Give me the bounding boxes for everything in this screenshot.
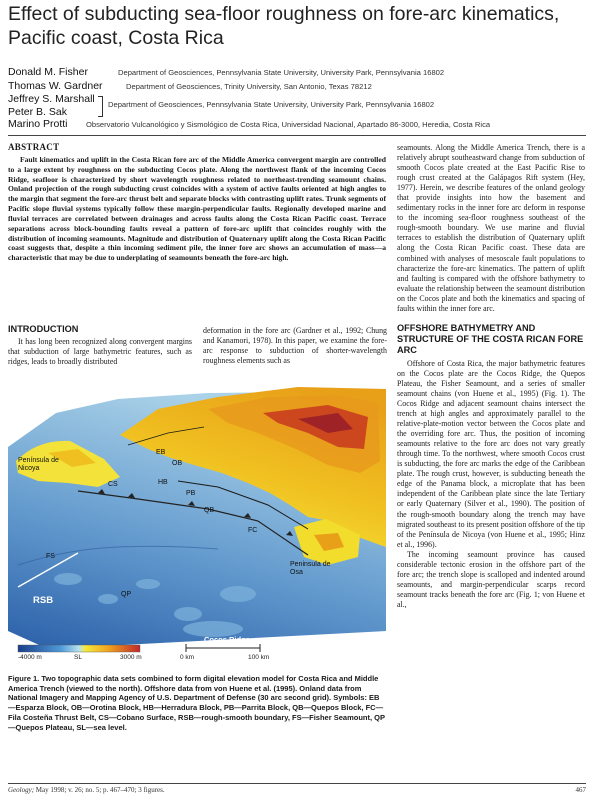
page-number: 467 — [575, 786, 586, 794]
label-qb: QB — [204, 507, 215, 514]
elevation-scale-mid: SL — [74, 654, 82, 661]
abstract — [8, 143, 386, 263]
elevation-scale-min: -4000 m — [18, 654, 42, 661]
intro-paragraph-continued: deformation in the fore arc (Gardner et al., 1992; Chung and Kanamori, 1978). In this paper, we examine the fore-arc response to subduction of shorter-wavelength roughness elements such as — [203, 326, 387, 366]
elevation-scale-max: 3000 m — [120, 654, 142, 661]
body-paragraph: seamounts. Along the Middle America Trench, there is a relatively abrupt southeastward change from subduction of smooth Cocos plate created at the East Pacific Rise to rough crust created at the Galápagos Rift system (Hey, 1977). Herein, we describe features of the onland geology that provide insights into how the basement and sedimentary rocks in the inner fore arc deform in response to the incoming sea-floor roughness southeast of the rough-smooth boundary. We use marine and fluvial terraces to establish the distribution of Quaternary uplift along the Costa Rican Pacific coast. These data are combined with analyses of mesoscale fault populations to characterize the fore-arc kinematics. The pattern of uplift and faulting is compared with the offshore bathymetry to evaluate the relationship between the seamount distribution on the Cocos plate and both the kinematics and spacing of faults within the inner fore arc. — [397, 143, 585, 313]
body-paragraph: The incoming seamount province has caused considerable tectonic erosion in the offshore part of the fore arc; the trench slope is scalloped and indented around seamounts, and margin-perpendicular scarps record seamount tracks beneath the fore arc (Fig. 1; von Huene et al., — [397, 549, 585, 609]
author-name: Thomas W. Gardner — [8, 79, 103, 92]
elevation-map — [8, 369, 386, 663]
abstract-heading: ABSTRACT — [8, 142, 60, 152]
right-column — [397, 143, 585, 610]
citation: May 1998; v. 26; no. 5; p. 467–470; 3 figures. — [35, 786, 165, 794]
author-group — [8, 93, 588, 118]
author-affiliation: Department of Geosciences, Pennsylvania State University, University Park, Pennsylvania 16802 — [118, 68, 445, 77]
page-footer — [8, 786, 586, 794]
author-name: Donald M. Fisher — [8, 66, 88, 78]
body-paragraph: Offshore of Costa Rica, the major bathymetric features on the Cocos plate are the Cocos Ridge, the Quepos Plateau, the Fisher Seamount, and a series of smaller seamount chains (von Huene et al., 1995) (Fig. 1). The Cocos Ridge and adjacent seamount chains intersect the trench at high angles and approximately parallel to the relative-plate-motion vector between the Cocos plate and the overriding fore arc. Thus, the position of incoming seamounts relative to the fore arc does not vary greatly through time. To the northwest, where smooth Cocos crust is subducting, the fore arc marks the edge of the Caribbean plate. The rough crust, however, is subducting beneath the edge of the Panama block, a microplate that has been independent of the Caribbean plate since the late Tertiary or early Quaternary (Silver et al., 1990). The position of the rough-smooth boundary along the trench may have migrated southeast to its present position offshore of the tip of the Península de Nicoya (von Huene et al., 1995; Hinz et al., 1996). — [397, 358, 585, 549]
label-rsb: RSB — [33, 595, 54, 606]
author-entry — [8, 66, 588, 80]
author-name: Jeffrey S. Marshall — [8, 93, 95, 106]
author-entry — [8, 80, 588, 94]
label-fc: FC — [248, 527, 258, 534]
offshore-heading: OFFSHORE BATHYMETRY AND STRUCTURE OF THE COSTA RICAN FORE ARC — [397, 322, 584, 355]
label-cocos-ridge: Cocos Ridge — [204, 635, 250, 644]
distance-scale-end: 100 km — [248, 654, 270, 661]
label-ob: OB — [172, 460, 183, 467]
distance-scale-start: 0 km — [180, 654, 195, 661]
author-affiliation: Department of Geosciences, Pennsylvania State University, University Park, Pennsylvania 16802 — [108, 100, 435, 110]
author-list — [8, 66, 588, 132]
author-name: Marino Protti — [8, 118, 68, 131]
author-name: Peter B. Sak — [8, 105, 67, 118]
label-eb: EB — [156, 449, 166, 456]
author-affiliation: Department of Geosciences, Trinity University, San Antonio, Texas 78212 — [126, 81, 372, 91]
intro-paragraph: It has long been recognized along convergent margins that subduction of large bathymetric features, such as ridges, leads to broadly distributed — [8, 337, 192, 367]
figure-1 — [8, 369, 386, 663]
intro-heading: INTRODUCTION — [8, 324, 79, 334]
header-rule — [8, 135, 586, 136]
label-fs: FS — [46, 553, 55, 560]
article-title: Effect of subducting sea-floor roughness on fore-arc kinematics, Pacific coast, Costa Rica — [8, 3, 560, 49]
label-osa: Peninsula de Osa — [290, 561, 331, 576]
abstract-body: Fault kinematics and uplift in the Costa Rican fore arc of the Middle America convergent margin are controlled to a large extent by roughness on the subducting Cocos plate. Along the northwest flank of the incoming Cocos Ridge, seafloor is characterized by short wavelength roughness related to northeast-trending seamount chains. Onland projection of the rough subducting crust coincides with a system of active faults oriented at high angles to the margin that segment the fore-arc thrust belt and separate blocks with contrasting uplift rates. Trunk segments of Pacific slope fluvial systems typically follow these margin-perpendicular faults. Regionally developed marine and fluvial terraces are correlated between drainages and across faults along the Costa Rican Pacific coast. Terrace separations across block-bounding faults reveal a pattern of fore-arc uplift that coincides roughly with the distribution of incoming seamounts. Magnitude and distribution of Quaternary uplift along the Costa Rican Pacific coast suggests that, despite a thin incoming sediment pile, the inner fore arc shows an accumulation of mass—a characteristic that may be due to underplating of seamounts beneath the fore-arc high. — [8, 154, 386, 263]
figure-caption: Figure 1. Two topographic data sets combined to form digital elevation model for Costa Rica and Middle America Trench (viewed to the north). Offshore data from von Huene et al. (1995). Onland data from National Imagery and Mapping Agency of U.S. Department of Defense (30 arc second grid). Symbols: EB—Esparza Block, OB—Orotina Block, HB—Herradura Block, PB—Parrita Block, QB—Quepos Block, FC—Fila Costeña Thrust Belt, CS—Cobano Surface, RSB—rough-smooth boundary, FS—Fisher Seamount, QP—Quepos Plateau, SL—sea level. — [8, 674, 385, 732]
label-pb: PB — [186, 490, 196, 497]
label-qp: QP — [121, 591, 132, 598]
author-entry — [8, 118, 588, 132]
author-affiliation: Observatorio Vulcanológico y Sismológico de Costa Rica, Universidad Nacional, Apartado 86-3000, Heredia, Costa Rica — [86, 120, 491, 130]
journal-name: Geology; — [8, 786, 35, 794]
label-cs: CS — [108, 481, 118, 488]
label-hb: HB — [158, 479, 168, 486]
label-nicoya: Península de Nicoya — [18, 457, 59, 472]
author-bracket — [98, 96, 103, 117]
footer-rule — [8, 783, 586, 784]
